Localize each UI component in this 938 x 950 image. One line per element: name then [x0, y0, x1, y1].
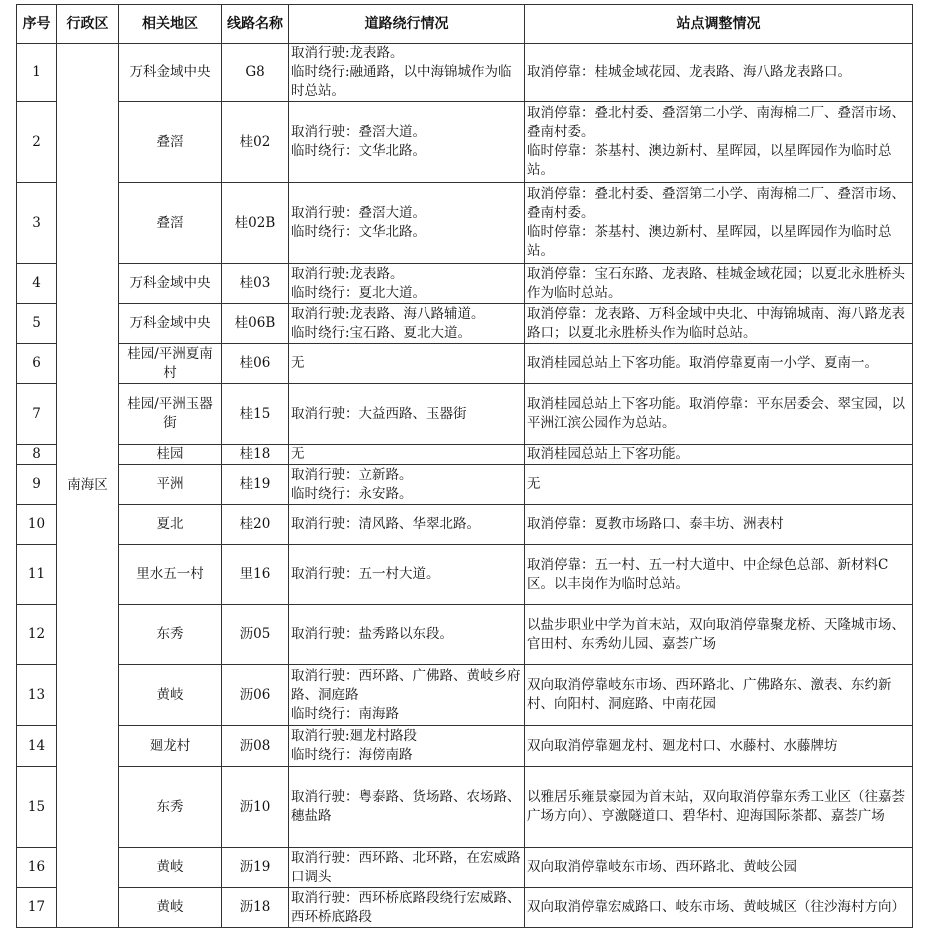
- stops-text: 双向取消停靠廻龙村、廻龙村口、水藤村、水藤牌坊: [527, 737, 838, 754]
- cell-no: 11: [17, 545, 57, 605]
- cell-area: 平洲: [119, 465, 222, 505]
- cell-road: [289, 44, 525, 102]
- cell-line: 沥08: [222, 726, 289, 767]
- header-no: 序号: [17, 5, 57, 44]
- cell-stops: [525, 545, 913, 605]
- road-text: 无: [291, 355, 305, 371]
- cell-road: [289, 545, 525, 605]
- cell-area: 万科金域中央: [119, 264, 222, 304]
- route-adjustment-table-container: [16, 4, 913, 928]
- road-text: 取消行驶：粤泰路、货场路、农场路、穗盐路: [291, 789, 521, 824]
- table-row: [17, 344, 913, 384]
- cell-area: 东秀: [119, 605, 222, 665]
- cell-road: [289, 384, 525, 445]
- cell-road: [289, 102, 525, 183]
- header-district: 行政区: [57, 5, 119, 44]
- table-row: [17, 505, 913, 545]
- cell-area: 叠滘: [119, 183, 222, 264]
- cell-line: 桂18: [222, 445, 289, 465]
- cell-stops: [525, 665, 913, 726]
- road-text: 临时绕行：南海路: [291, 705, 399, 722]
- cell-road: [289, 848, 525, 888]
- cell-district: 南海区: [57, 44, 119, 928]
- cell-area: 夏北: [119, 505, 222, 545]
- cell-no: 6: [17, 344, 57, 384]
- cell-area: 里水五一村: [119, 545, 222, 605]
- road-text: 取消行驶：西环路、北环路，在宏威路口调头: [291, 849, 521, 885]
- cell-line: 桂02: [222, 102, 289, 183]
- stops-text: 取消停靠：夏教市场路口、泰丰坊、洲表村: [527, 516, 784, 532]
- stops-text: 以雅居乐雍景豪园为首末站，双向取消停靠东秀工业区（往嘉荟广场方向）、亨激隧道口、碧华村、迎海国际茶都、嘉荟广场: [527, 789, 905, 824]
- stops-text: 以盐步职业中学为首末站，双向取消停靠聚龙桥、天隆城市场、官田村、东秀幼儿园、嘉荟广场: [527, 616, 905, 652]
- road-text: 取消行驶:龙表路。: [291, 45, 404, 61]
- cell-road: [289, 505, 525, 545]
- cell-line: 沥19: [222, 848, 289, 888]
- cell-stops: [525, 183, 913, 264]
- cell-road: [289, 183, 525, 264]
- stops-text: 取消停靠：龙表路、万科金域中央北、中海锦城南、海八路龙表路口；以夏北永胜桥头作为临时总站。: [527, 305, 905, 341]
- cell-area: 廻龙村: [119, 726, 222, 767]
- cell-area: 黄岐: [119, 665, 222, 726]
- cell-stops: [525, 102, 913, 183]
- cell-road: [289, 264, 525, 304]
- stops-text: 取消停靠：桂城金域花园、龙表路、海八路龙表路口。: [527, 64, 851, 80]
- cell-area: 万科金域中央: [119, 304, 222, 344]
- cell-stops: [525, 726, 913, 767]
- cell-area: 桂园/平洲夏南村: [119, 344, 222, 384]
- header-row: [17, 5, 913, 44]
- cell-no: 15: [17, 767, 57, 848]
- road-text: 取消行驶:廻龙村路段: [291, 728, 418, 744]
- table-row: [17, 888, 913, 928]
- cell-road: [289, 465, 525, 505]
- cell-road: [289, 726, 525, 767]
- cell-stops: [525, 888, 913, 928]
- road-text: 无: [291, 446, 305, 462]
- cell-no: 10: [17, 505, 57, 545]
- cell-road: [289, 888, 525, 928]
- header-area: 相关地区: [119, 5, 222, 44]
- stops-text: 临时停靠：茶基村、澳边新村、星晖园，以星晖园作为临时总站。: [527, 143, 892, 178]
- cell-stops: [525, 445, 913, 465]
- cell-stops: [525, 304, 913, 344]
- table-row: [17, 848, 913, 888]
- cell-area: 黄岐: [119, 848, 222, 888]
- cell-road: [289, 344, 525, 384]
- cell-area: 叠滘: [119, 102, 222, 183]
- stops-text: 取消停靠：叠北村委、叠滘第二小学、南海棉二厂、叠滘市场、叠南村委。: [527, 105, 905, 140]
- cell-line: 桂06B: [222, 304, 289, 344]
- route-adjustment-table: [16, 4, 913, 928]
- stops-text: 取消停靠：宝石东路、龙表路、桂城金域花园；以夏北永胜桥头作为临时总站。: [527, 265, 905, 301]
- cell-stops: [525, 848, 913, 888]
- road-text: 取消行驶：西环路、广佛路、黄岐乡府路、洞庭路: [291, 667, 521, 703]
- stops-text: 双向取消停靠宏威路口、岐东市场、黄岐城区（往沙海村方向）: [527, 899, 905, 915]
- cell-stops: [525, 465, 913, 505]
- cell-stops: [525, 505, 913, 545]
- cell-area: 桂园: [119, 445, 222, 465]
- road-text: 取消行驶:龙表路。: [291, 265, 404, 282]
- table-body: [17, 44, 913, 928]
- road-text: 临时绕行：夏北大道。: [291, 284, 426, 301]
- table-row: [17, 384, 913, 445]
- cell-no: 13: [17, 665, 57, 726]
- header-road: 道路绕行情况: [289, 5, 525, 44]
- cell-line: 桂06: [222, 344, 289, 384]
- road-text: 取消行驶:龙表路、海八路辅道。: [291, 305, 485, 322]
- cell-no: 8: [17, 445, 57, 465]
- cell-no: 1: [17, 44, 57, 102]
- cell-line: 沥18: [222, 888, 289, 928]
- cell-no: 5: [17, 304, 57, 344]
- cell-road: [289, 445, 525, 465]
- cell-no: 16: [17, 848, 57, 888]
- table-row: [17, 545, 913, 605]
- cell-line: 桂03: [222, 264, 289, 304]
- cell-stops: [525, 44, 913, 102]
- table-row: [17, 665, 913, 726]
- table-row: [17, 102, 913, 183]
- cell-line: 桂15: [222, 384, 289, 445]
- cell-area: 桂园/平洲玉器街: [119, 384, 222, 445]
- stops-text: 双向取消停靠岐东市场、西环路北、广佛路东、激表、东约新村、向阳村、洞庭路、中南花园: [527, 677, 892, 712]
- cell-stops: [525, 767, 913, 848]
- stops-text: 临时停靠：茶基村、澳边新村、星晖园，以星晖园作为临时总站。: [527, 224, 892, 259]
- road-text: 临时绕行：永安路。: [291, 485, 413, 502]
- cell-line: 沥05: [222, 605, 289, 665]
- road-text: 临时绕行:宝石路、夏北大道。: [291, 324, 472, 341]
- cell-no: 4: [17, 264, 57, 304]
- stops-text: 取消桂园总站上下客功能。取消停靠夏南一小学、夏南一。: [527, 355, 878, 371]
- road-text: 临时绕行：海傍南路: [291, 747, 413, 763]
- cell-line: G8: [222, 44, 289, 102]
- cell-no: 17: [17, 888, 57, 928]
- stops-text: 取消停靠：五一村、五一村大道中、中企绿色总部、新材料C区。以丰岗作为临时总站。: [527, 556, 889, 592]
- cell-no: 14: [17, 726, 57, 767]
- header-stops: 站点调整情况: [525, 5, 913, 44]
- cell-no: 3: [17, 183, 57, 264]
- cell-no: 7: [17, 384, 57, 445]
- cell-area: 黄岐: [119, 888, 222, 928]
- road-text: 取消行驶：立新路。: [291, 466, 413, 483]
- cell-line: 桂20: [222, 505, 289, 545]
- table-row: [17, 183, 913, 264]
- cell-area: 万科金域中央: [119, 44, 222, 102]
- stops-text: 取消停靠：叠北村委、叠滘第二小学、南海棉二厂、叠滘市场、叠南村委。: [527, 186, 905, 221]
- road-text: 取消行驶：叠滘大道。: [291, 124, 426, 140]
- cell-line: 沥06: [222, 665, 289, 726]
- cell-line: 沥10: [222, 767, 289, 848]
- table-row: [17, 767, 913, 848]
- cell-road: [289, 767, 525, 848]
- road-text: 取消行驶：叠滘大道。: [291, 205, 426, 221]
- stops-text: 双向取消停靠岐东市场、西环路北、黄岐公园: [527, 859, 797, 875]
- road-text: 取消行驶：大益西路、玉器街: [291, 405, 467, 422]
- table-row: [17, 445, 913, 465]
- cell-area: 东秀: [119, 767, 222, 848]
- table-row: [17, 264, 913, 304]
- road-text: 临时绕行:融通路，以中海锦城作为临时总站。: [291, 64, 512, 99]
- cell-stops: [525, 605, 913, 665]
- stops-text: 取消桂园总站上下客功能。取消停靠：平东居委会、翠宝园，以平洲江滨公园作为总站。: [527, 396, 905, 431]
- cell-line: 里16: [222, 545, 289, 605]
- cell-line: 桂19: [222, 465, 289, 505]
- cell-road: [289, 665, 525, 726]
- cell-no: 12: [17, 605, 57, 665]
- cell-stops: [525, 384, 913, 445]
- road-text: 临时绕行：文华北路。: [291, 143, 426, 159]
- road-text: 取消行驶：五一村大道。: [291, 566, 440, 582]
- table-row: [17, 726, 913, 767]
- road-text: 取消行驶：盐秀路以东段。: [291, 626, 453, 642]
- cell-road: [289, 605, 525, 665]
- cell-line: 桂02B: [222, 183, 289, 264]
- header-line: 线路名称: [222, 5, 289, 44]
- cell-road: [289, 304, 525, 344]
- cell-no: 9: [17, 465, 57, 505]
- stops-text: 无: [527, 476, 541, 492]
- cell-stops: [525, 264, 913, 304]
- road-text: 临时绕行：文华北路。: [291, 224, 426, 240]
- road-text: 取消行驶：西环桥底路段绕行宏威路、西环桥底路段: [291, 889, 521, 925]
- stops-text: 取消桂园总站上下客功能。: [527, 446, 689, 462]
- cell-no: 2: [17, 102, 57, 183]
- cell-stops: [525, 344, 913, 384]
- table-row: [17, 605, 913, 665]
- table-row: [17, 44, 913, 102]
- table-row: [17, 304, 913, 344]
- table-row: [17, 465, 913, 505]
- road-text: 取消行驶：清风路、华翠北路。: [291, 516, 480, 532]
